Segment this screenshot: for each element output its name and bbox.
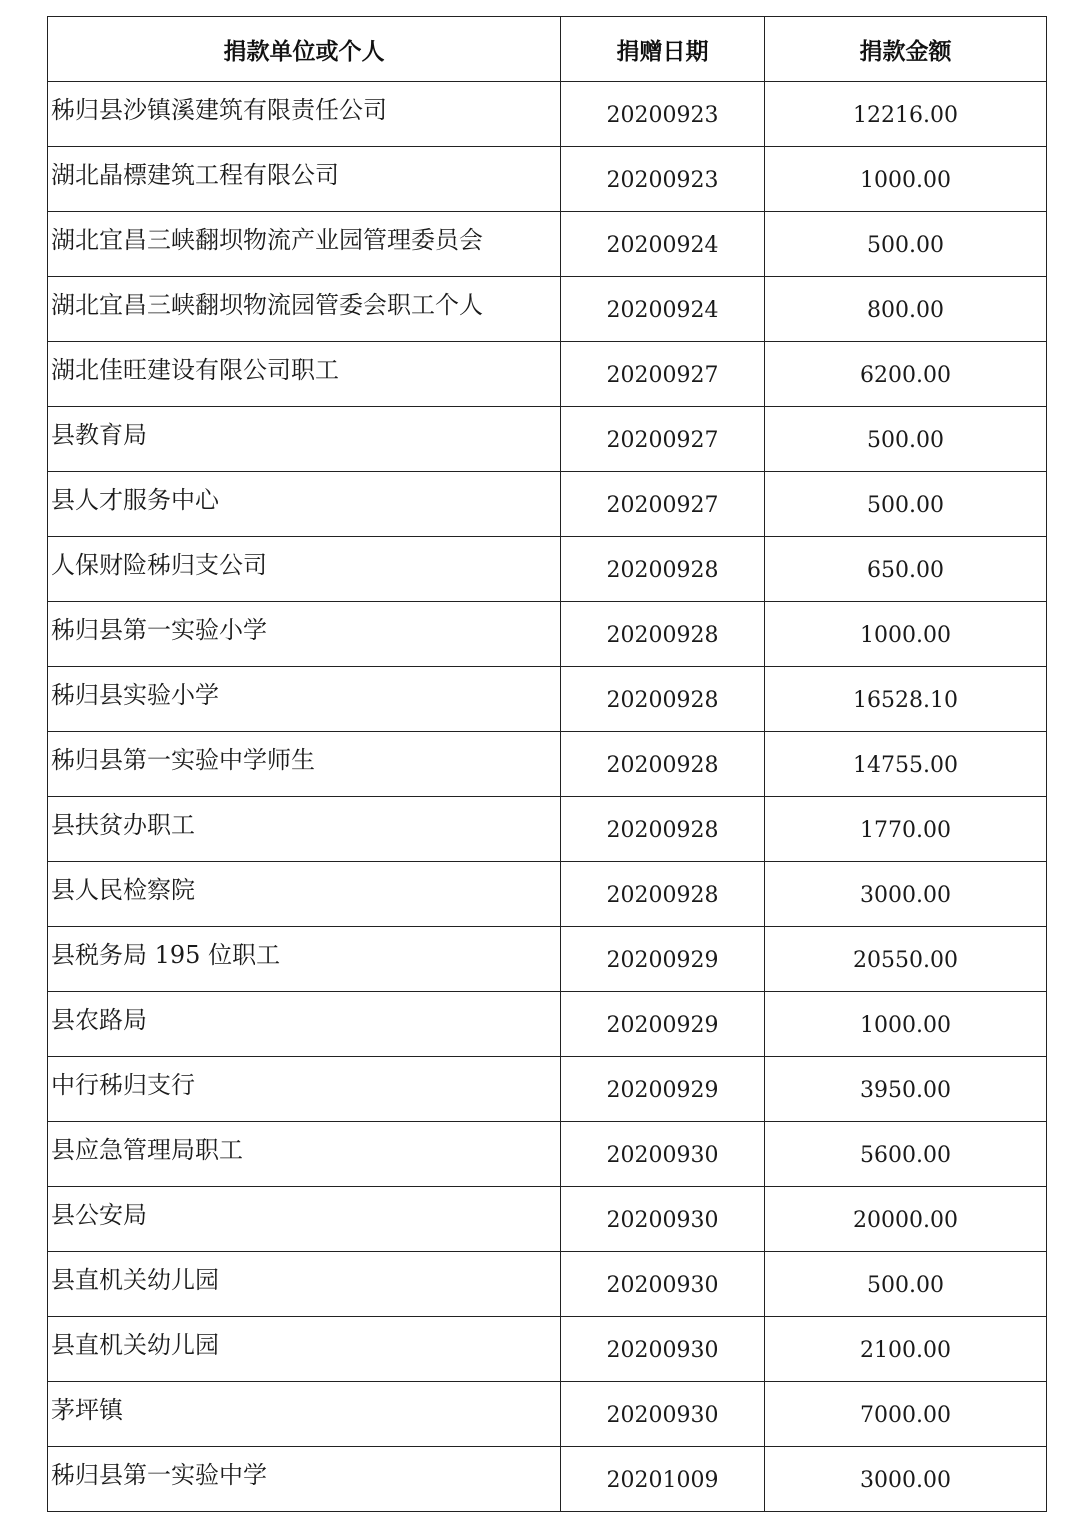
amount-cell: 1000.00 [765, 602, 1047, 667]
amount-cell: 3000.00 [765, 1447, 1047, 1512]
date-cell: 20200930 [561, 1187, 765, 1252]
date-cell: 20200924 [561, 277, 765, 342]
table-row [48, 277, 1047, 342]
date-cell: 20200927 [561, 342, 765, 407]
date-cell: 20200928 [561, 602, 765, 667]
donor-cell: 中行秭归支行 [48, 1057, 561, 1122]
date-cell: 20200927 [561, 407, 765, 472]
amount-cell: 14755.00 [765, 732, 1047, 797]
date-cell: 20200928 [561, 667, 765, 732]
table-row [48, 1447, 1047, 1512]
date-cell: 20200929 [561, 1057, 765, 1122]
table-body [48, 82, 1047, 1512]
header-amount: 捐款金额 [765, 17, 1047, 82]
amount-cell: 7000.00 [765, 1382, 1047, 1447]
donor-cell: 秭归县第一实验中学 [48, 1447, 561, 1512]
date-cell: 20201009 [561, 1447, 765, 1512]
donor-cell: 县应急管理局职工 [48, 1122, 561, 1187]
donor-cell: 茅坪镇 [48, 1382, 561, 1447]
amount-cell: 500.00 [765, 407, 1047, 472]
date-cell: 20200924 [561, 212, 765, 277]
table-row [48, 1317, 1047, 1382]
donor-cell: 湖北宜昌三峡翻坝物流产业园管理委员会 [48, 212, 561, 277]
table-row [48, 927, 1047, 992]
amount-cell: 800.00 [765, 277, 1047, 342]
table-row [48, 602, 1047, 667]
donor-cell: 秭归县实验小学 [48, 667, 561, 732]
amount-cell: 5600.00 [765, 1122, 1047, 1187]
donor-cell: 县税务局 195 位职工 [48, 927, 561, 992]
table-row [48, 342, 1047, 407]
donor-cell: 秭归县第一实验中学师生 [48, 732, 561, 797]
table-row [48, 407, 1047, 472]
date-cell: 20200930 [561, 1122, 765, 1187]
table-row [48, 797, 1047, 862]
donor-cell: 县直机关幼儿园 [48, 1252, 561, 1317]
table-row [48, 147, 1047, 212]
amount-cell: 1000.00 [765, 147, 1047, 212]
table-row [48, 537, 1047, 602]
date-cell: 20200927 [561, 472, 765, 537]
date-cell: 20200929 [561, 927, 765, 992]
date-cell: 20200923 [561, 147, 765, 212]
table-row [48, 992, 1047, 1057]
donor-cell: 秭归县第一实验小学 [48, 602, 561, 667]
amount-cell: 2100.00 [765, 1317, 1047, 1382]
table-row [48, 472, 1047, 537]
donor-cell: 县直机关幼儿园 [48, 1317, 561, 1382]
amount-cell: 1000.00 [765, 992, 1047, 1057]
table-row [48, 82, 1047, 147]
table-row [48, 212, 1047, 277]
date-cell: 20200930 [561, 1252, 765, 1317]
donor-cell: 秭归县沙镇溪建筑有限责任公司 [48, 82, 561, 147]
amount-cell: 12216.00 [765, 82, 1047, 147]
header-date: 捐赠日期 [561, 17, 765, 82]
donor-cell: 县扶贫办职工 [48, 797, 561, 862]
table-header [48, 17, 1047, 82]
donor-cell: 县人民检察院 [48, 862, 561, 927]
donor-cell: 县农路局 [48, 992, 561, 1057]
amount-cell: 500.00 [765, 472, 1047, 537]
amount-cell: 500.00 [765, 1252, 1047, 1317]
table-row [48, 1187, 1047, 1252]
donor-cell: 湖北晶標建筑工程有限公司 [48, 147, 561, 212]
date-cell: 20200930 [561, 1317, 765, 1382]
table-row [48, 1382, 1047, 1447]
donor-cell: 湖北宜昌三峡翻坝物流园管委会职工个人 [48, 277, 561, 342]
donor-cell: 县人才服务中心 [48, 472, 561, 537]
amount-cell: 20000.00 [765, 1187, 1047, 1252]
amount-cell: 1770.00 [765, 797, 1047, 862]
date-cell: 20200928 [561, 797, 765, 862]
header-row [48, 17, 1047, 82]
amount-cell: 650.00 [765, 537, 1047, 602]
donation-table [47, 16, 1047, 1512]
table-row [48, 862, 1047, 927]
donor-cell: 人保财险秭归支公司 [48, 537, 561, 602]
date-cell: 20200928 [561, 862, 765, 927]
amount-cell: 20550.00 [765, 927, 1047, 992]
amount-cell: 3950.00 [765, 1057, 1047, 1122]
date-cell: 20200928 [561, 732, 765, 797]
date-cell: 20200928 [561, 537, 765, 602]
donor-cell: 县公安局 [48, 1187, 561, 1252]
amount-cell: 500.00 [765, 212, 1047, 277]
amount-cell: 16528.10 [765, 667, 1047, 732]
table-row [48, 732, 1047, 797]
date-cell: 20200930 [561, 1382, 765, 1447]
amount-cell: 3000.00 [765, 862, 1047, 927]
amount-cell: 6200.00 [765, 342, 1047, 407]
table-row [48, 1122, 1047, 1187]
table-row [48, 1252, 1047, 1317]
table-row [48, 667, 1047, 732]
donor-cell: 湖北佳旺建设有限公司职工 [48, 342, 561, 407]
date-cell: 20200923 [561, 82, 765, 147]
table-row [48, 1057, 1047, 1122]
date-cell: 20200929 [561, 992, 765, 1057]
header-donor: 捐款单位或个人 [48, 17, 561, 82]
donor-cell: 县教育局 [48, 407, 561, 472]
